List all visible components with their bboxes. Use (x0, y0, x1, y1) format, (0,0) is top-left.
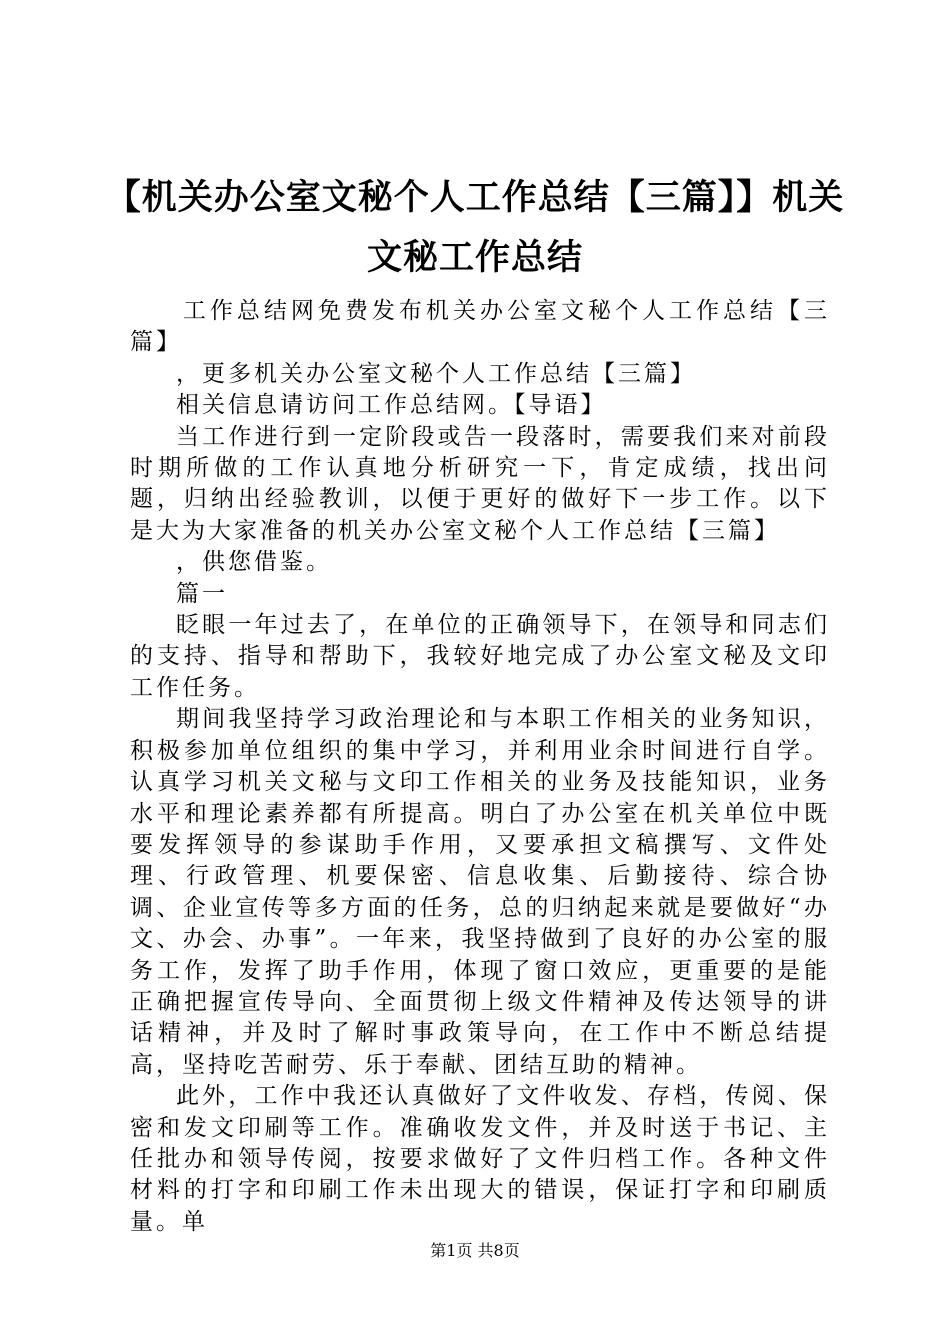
paragraph: ，供您借鉴。 (176, 549, 332, 576)
paragraph: 工作总结网免费发布机关办公室文秘个人工作总结【三篇】 (130, 298, 830, 356)
paragraph: ，更多机关办公室文秘个人工作总结【三篇】 (176, 360, 696, 387)
document-title: 【机关办公室文秘个人工作总结【三篇】】机关文秘工作总结 (105, 178, 845, 278)
paragraph: 期间我坚持学习政治理论和与本职工作相关的业务知识，积极参加单位组织的集中学习，并利用业余时间进行自学。认真学习机关文秘与文印工作相关的业务及技能知识，业务水平和理论素养都有所提高。明白了办公室在机关单位中既要发挥领导的参谋助手作用，又要承担文稿撰写、文件处理、行政管理、机要保密、信息收集、后勤接待、综合协调、企业宣传等多方面的任务，总的归纳起来就是要做好“办文、办会、办事”。一年来，我坚持做到了良好的办公室的服务工作，发挥了助手作用，体现了窗口效应，更重要的是能正确把握宣传导向、全面贯彻上级文件精神及传达领导的讲话精神，并及时了解时事政策导向，在工作中不断总结提高，坚持吃苦耐劳、乐于奉献、团结互助的精神。 (130, 706, 830, 1078)
paragraph: 此外，工作中我还认真做好了文件收发、存档，传阅、保密和发文印刷等工作。准确收发文件，并及时送于书记、主任批办和领导传阅，按要求做好了文件归档工作。各种文件材料的打字和印刷工作未出现大的错误，保证打字和印刷质量。单 (130, 1083, 830, 1235)
paragraph: 相关信息请访问工作总结网。【导语】 (176, 392, 607, 419)
section-heading: 篇一 (176, 580, 228, 607)
paragraph: 当工作进行到一定阶段或告一段落时，需要我们来对前段时期所做的工作认真地分析研究一下，肯定成绩，找出问题，归纳出经验教训，以便于更好的做好下一步工作。以下是大为大家准备的机关办公室文秘个人工作总结【三篇】 (130, 423, 830, 544)
document-body (130, 296, 830, 1238)
page-footer: 第1页 共8页 (430, 1241, 520, 1260)
paragraph: 眨眼一年过去了，在单位的正确领导下，在领导和同志们的支持、指导和帮助下，我较好地完成了办公室文秘及文印工作任务。 (130, 612, 830, 701)
